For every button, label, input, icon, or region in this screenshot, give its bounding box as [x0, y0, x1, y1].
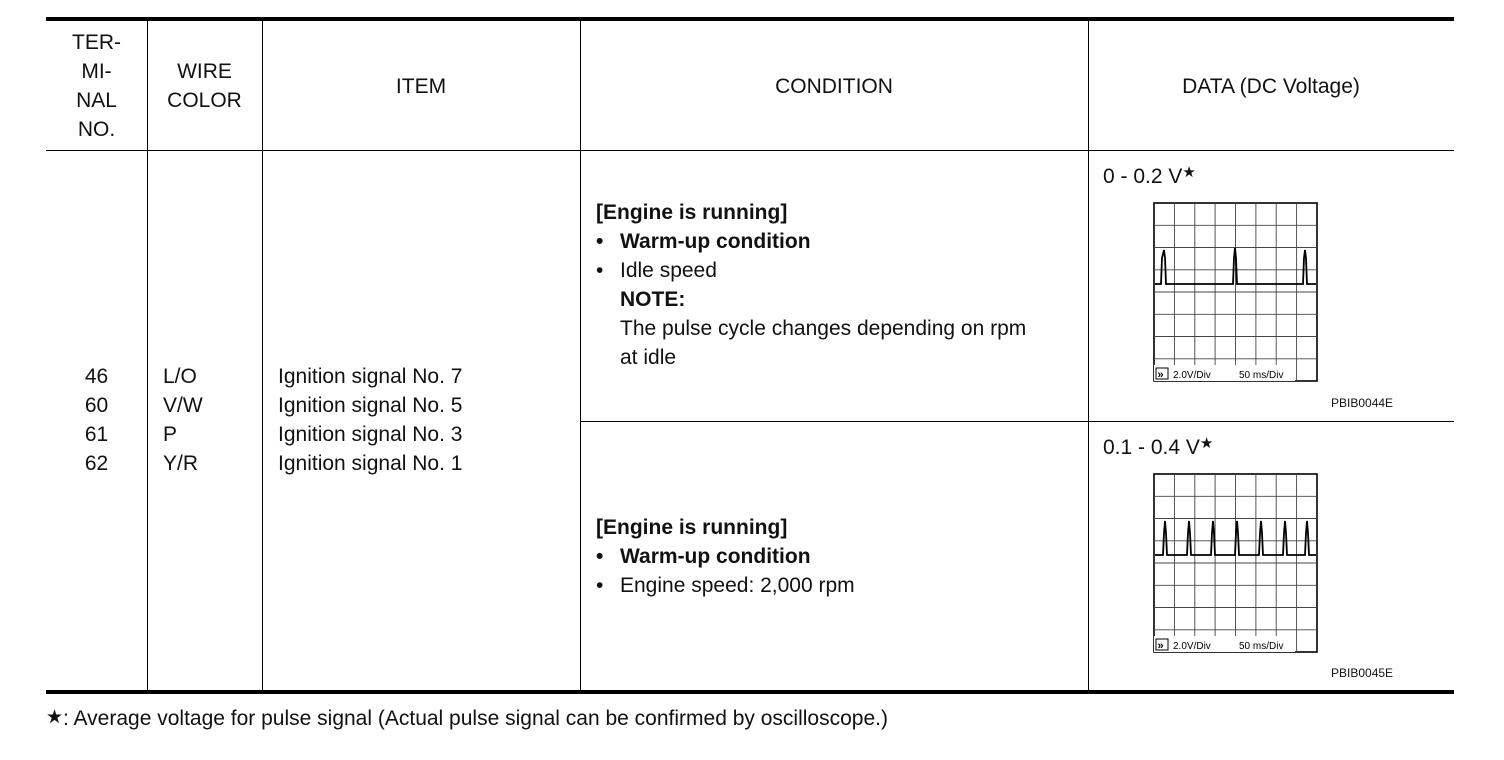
header-terminal-no: TER- MI- NAL NO.	[72, 31, 121, 141]
scope-volt-div-1: 2.0V/Div	[1173, 370, 1211, 381]
footnote-text: : Average voltage for pulse signal (Actual pulse signal can be confirmed by oscilloscope.)	[63, 707, 888, 730]
condition-bullet-2: Engine speed: 2,000 rpm	[620, 574, 855, 597]
footnote	[46, 707, 888, 731]
terminal-number: 46	[84, 365, 109, 388]
wire-colors	[163, 362, 203, 478]
header-data: DATA (DC Voltage)	[1182, 74, 1360, 98]
item: Ignition signal No. 5	[278, 394, 463, 417]
table-top-rule	[46, 17, 1454, 21]
wire-color: Y/R	[163, 452, 199, 475]
bullet: •	[596, 574, 604, 597]
oscilloscope-waveform-1	[1153, 202, 1321, 384]
voltage-value-2: 0.1 - 0.4 V★	[1103, 435, 1214, 459]
wire-color: V/W	[163, 394, 203, 417]
item: Ignition signal No. 3	[278, 423, 463, 446]
bullet: •	[596, 230, 604, 253]
items	[278, 362, 462, 478]
star-icon: ★	[1199, 435, 1214, 452]
condition-bullet-1: Warm-up condition	[620, 230, 811, 253]
terminal-number: 61	[84, 423, 109, 446]
header-condition: CONDITION	[775, 74, 893, 98]
item: Ignition signal No. 7	[278, 365, 463, 388]
scope-time-div-1: 50 ms/Div	[1239, 370, 1284, 381]
terminal-numbers	[46, 362, 147, 478]
row-divider	[580, 421, 1454, 422]
table-bottom-rule	[46, 690, 1454, 694]
wire-color: P	[163, 423, 178, 446]
scope-time-div-2: 50 ms/Div	[1239, 641, 1284, 652]
header-divider	[46, 150, 1454, 151]
note-text-2: at idle	[620, 346, 677, 369]
scope-arrow-2: »	[1157, 640, 1164, 652]
condition-bullet-1: Warm-up condition	[620, 545, 811, 568]
note-label: NOTE:	[620, 288, 686, 311]
scope-volt-div-2: 2.0V/Div	[1173, 641, 1211, 652]
condition-title: [Engine is running]	[596, 516, 788, 539]
voltage-value-1: 0 - 0.2 V★	[1103, 164, 1196, 188]
bullet: •	[596, 259, 604, 282]
item: Ignition signal No. 1	[278, 452, 463, 475]
condition-bullet-2: Idle speed	[620, 259, 717, 282]
terminal-number: 62	[84, 452, 109, 475]
header-item: ITEM	[395, 74, 447, 98]
star-icon: ★	[46, 707, 64, 728]
star-icon: ★	[1182, 164, 1196, 181]
condition-row-2	[596, 513, 855, 600]
wire-color: L/O	[163, 365, 197, 388]
note-text-1: The pulse cycle changes depending on rpm	[620, 317, 1027, 340]
figure-code-2: PBIB0045E	[1331, 666, 1394, 680]
figure-code-1: PBIB0044E	[1331, 396, 1394, 410]
condition-title: [Engine is running]	[596, 201, 788, 224]
bullet: •	[596, 545, 604, 568]
condition-row-1	[596, 198, 1026, 372]
header-wire-color: WIRE COLOR	[167, 60, 242, 112]
oscilloscope-waveform-2	[1153, 473, 1321, 655]
scope-arrow-1: »	[1157, 369, 1164, 381]
terminal-number: 60	[84, 394, 109, 417]
